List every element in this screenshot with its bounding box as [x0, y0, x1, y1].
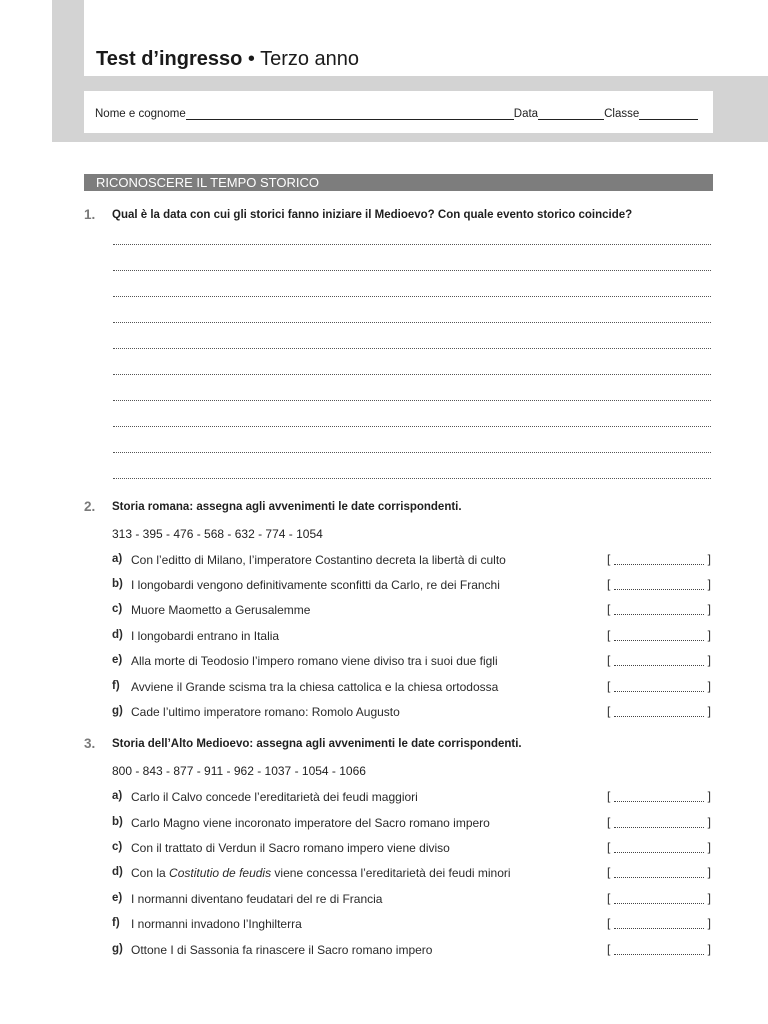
q3-item-c	[112, 841, 711, 859]
date-label: Data	[513, 108, 539, 120]
class-label: Classe	[604, 108, 640, 120]
student-info-row	[95, 108, 698, 120]
bracket-dots	[614, 928, 704, 929]
answer-line[interactable]	[113, 478, 711, 479]
q3-dates: 800 - 843 - 877 - 911 - 962 - 1037 - 1054 - 1066	[112, 764, 366, 778]
bracket-dots	[614, 614, 704, 615]
answer-line[interactable]	[113, 374, 711, 375]
bracket-open: [	[607, 840, 611, 854]
q3-item-a	[112, 790, 711, 808]
bracket-close: ]	[707, 653, 711, 667]
bracket-open: [	[607, 865, 611, 879]
item-text: I normanni diventano feudatari del re di Francia	[131, 892, 383, 906]
bracket-dots	[614, 691, 704, 692]
item-letter: d)	[112, 629, 123, 641]
q2-item-a	[112, 553, 711, 571]
class-field[interactable]	[639, 109, 698, 120]
item-letter: a)	[112, 790, 123, 802]
item-letter: f)	[112, 917, 120, 929]
bracket-dots	[614, 903, 704, 904]
item-text: I longobardi entrano in Italia	[131, 629, 280, 643]
q2-number: 2.	[84, 499, 96, 514]
q2-item-c	[112, 603, 711, 621]
item-text: Carlo il Calvo concede l’ereditarietà dei feudi maggiori	[131, 790, 418, 804]
answer-bracket[interactable]	[607, 817, 711, 829]
item-letter: b)	[112, 816, 123, 828]
bracket-close: ]	[707, 602, 711, 616]
item-text: Avviene il Grande scisma tra la chiesa cattolica e la chiesa ortodossa	[131, 680, 499, 694]
answer-bracket[interactable]	[607, 630, 711, 642]
answer-bracket[interactable]	[607, 655, 711, 667]
q3-number: 3.	[84, 736, 96, 751]
bracket-close: ]	[707, 704, 711, 718]
q3-item-e	[112, 892, 711, 910]
item-text: Carlo Magno viene incoronato imperatore del Sacro romano impero	[131, 816, 490, 830]
bracket-open: [	[607, 628, 611, 642]
item-letter: g)	[112, 705, 123, 717]
bracket-close: ]	[707, 891, 711, 905]
bracket-dots	[614, 852, 704, 853]
q1-text: Qual è la data con cui gli storici fanno iniziare il Medioevo? Con quale evento storico coincide?	[112, 209, 633, 221]
answer-bracket[interactable]	[607, 604, 711, 616]
page-title	[96, 48, 359, 71]
item-letter: c)	[112, 841, 123, 853]
bracket-dots	[614, 877, 704, 878]
answer-line[interactable]	[113, 348, 711, 349]
bracket-dots	[614, 827, 704, 828]
answer-bracket[interactable]	[607, 791, 711, 803]
section-title: RICONOSCERE IL TEMPO STORICO	[96, 175, 319, 190]
item-text: I normanni invadono l’Inghilterra	[131, 917, 302, 931]
bracket-open: [	[607, 891, 611, 905]
bracket-dots	[614, 954, 704, 955]
item-text: Con l’editto di Milano, l’imperatore Costantino decreta la libertà di culto	[131, 553, 506, 567]
name-label: Nome e cognome	[95, 108, 186, 120]
answer-bracket[interactable]	[607, 893, 711, 905]
q3-item-d	[112, 866, 711, 884]
answer-bracket[interactable]	[607, 918, 711, 930]
answer-bracket[interactable]	[607, 579, 711, 591]
name-field[interactable]	[186, 109, 514, 120]
q3-text: Storia dell’Alto Medioevo: assegna agli avvenimenti le date corrispondenti.	[112, 738, 522, 750]
bracket-close: ]	[707, 552, 711, 566]
bracket-close: ]	[707, 815, 711, 829]
bracket-dots	[614, 589, 704, 590]
item-text: Alla morte di Teodosio l’impero romano viene diviso tra i suoi due figli	[131, 654, 498, 668]
item-letter: a)	[112, 553, 123, 565]
item-letter: b)	[112, 578, 123, 590]
answer-line[interactable]	[113, 452, 711, 453]
answer-line[interactable]	[113, 400, 711, 401]
bracket-close: ]	[707, 577, 711, 591]
item-letter: d)	[112, 866, 123, 878]
bracket-dots	[614, 564, 704, 565]
item-letter: e)	[112, 892, 123, 904]
bracket-open: [	[607, 704, 611, 718]
bracket-open: [	[607, 653, 611, 667]
item-text-after: viene concessa l’ereditarietà dei feudi minori	[271, 866, 511, 880]
q2-dates: 313 - 395 - 476 - 568 - 632 - 774 - 1054	[112, 527, 323, 541]
item-text	[131, 866, 511, 880]
item-text: Ottone I di Sassonia fa rinascere il Sacro romano impero	[131, 943, 433, 957]
bracket-open: [	[607, 552, 611, 566]
q2-item-e	[112, 654, 711, 672]
answer-line[interactable]	[113, 244, 711, 245]
bracket-open: [	[607, 916, 611, 930]
title-separator: •	[242, 48, 261, 70]
q1-number: 1.	[84, 207, 96, 222]
title-rest: Terzo anno	[260, 48, 360, 70]
bracket-close: ]	[707, 942, 711, 956]
answer-bracket[interactable]	[607, 681, 711, 693]
q3-item-g	[112, 943, 711, 961]
bracket-dots	[614, 801, 704, 802]
item-text-before: Con la	[131, 866, 170, 880]
q2-item-b	[112, 578, 711, 596]
bracket-close: ]	[707, 679, 711, 693]
bracket-close: ]	[707, 865, 711, 879]
bracket-close: ]	[707, 789, 711, 803]
answer-bracket[interactable]	[607, 706, 711, 718]
item-letter: g)	[112, 943, 123, 955]
bracket-open: [	[607, 942, 611, 956]
answer-line[interactable]	[113, 270, 711, 271]
date-field[interactable]	[538, 109, 604, 120]
bracket-open: [	[607, 602, 611, 616]
answer-line[interactable]	[113, 322, 711, 323]
item-text: I longobardi vengono definitivamente sconfitti da Carlo, re dei Franchi	[131, 578, 500, 592]
item-letter: f)	[112, 680, 120, 692]
bracket-close: ]	[707, 840, 711, 854]
q2-text: Storia romana: assegna agli avvenimenti le date corrispondenti.	[112, 501, 462, 513]
bracket-dots	[614, 665, 704, 666]
q3-item-b	[112, 816, 711, 834]
title-bold: Test d’ingresso	[96, 48, 243, 70]
item-letter: e)	[112, 654, 123, 666]
bracket-dots	[614, 716, 704, 717]
item-text: Muore Maometto a Gerusalemme	[131, 603, 311, 617]
answer-bracket[interactable]	[607, 842, 711, 854]
bracket-close: ]	[707, 628, 711, 642]
bracket-open: [	[607, 577, 611, 591]
q2-item-f	[112, 680, 711, 698]
answer-line[interactable]	[113, 426, 711, 427]
bracket-open: [	[607, 815, 611, 829]
answer-bracket[interactable]	[607, 867, 711, 879]
q3-item-f	[112, 917, 711, 935]
q2-item-d	[112, 629, 711, 647]
q2-item-g	[112, 705, 711, 723]
answer-bracket[interactable]	[607, 944, 711, 956]
item-text: Cade l’ultimo imperatore romano: Romolo Augusto	[131, 705, 400, 719]
left-header-bar	[52, 0, 84, 142]
item-letter: c)	[112, 603, 123, 615]
bracket-close: ]	[707, 916, 711, 930]
answer-bracket[interactable]	[607, 554, 711, 566]
item-text: Con il trattato di Verdun il Sacro romano impero viene diviso	[131, 841, 450, 855]
bracket-open: [	[607, 679, 611, 693]
item-text-italic: Costitutio de feudis	[169, 866, 272, 880]
bracket-dots	[614, 640, 704, 641]
bracket-open: [	[607, 789, 611, 803]
answer-line[interactable]	[113, 296, 711, 297]
